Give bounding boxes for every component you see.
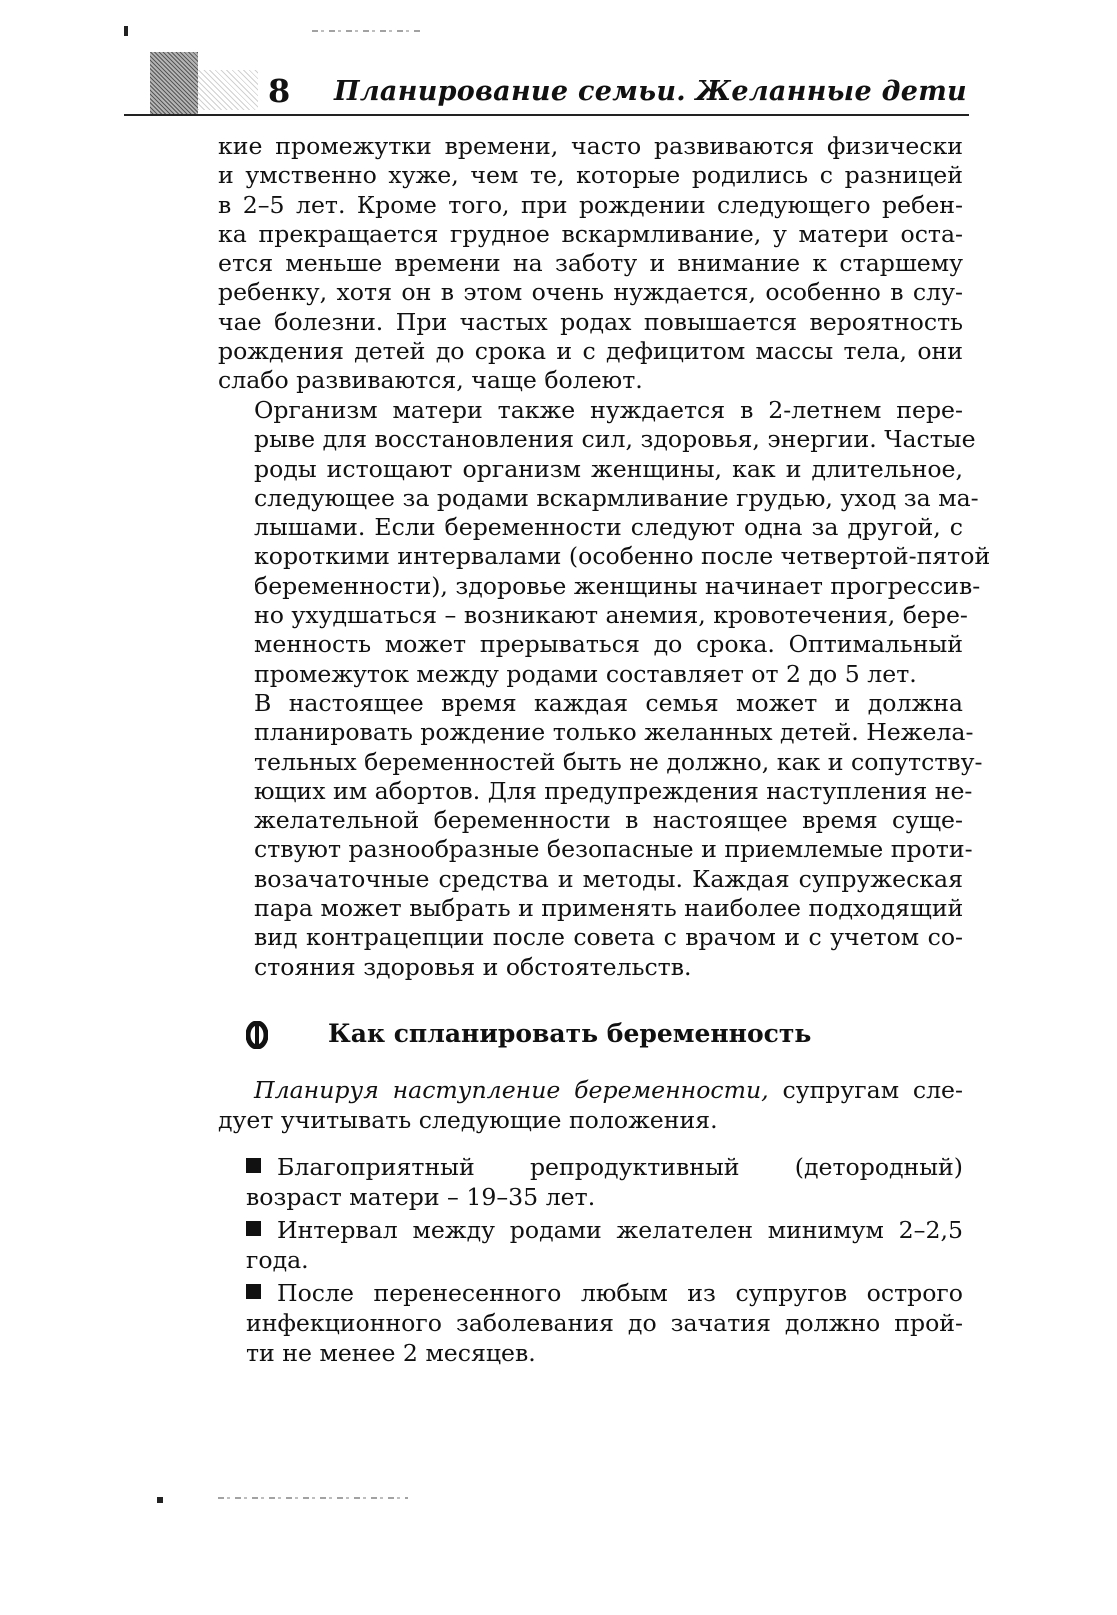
text-line: но ухудшаться – возникают анемия, кровотечения, бере- bbox=[254, 601, 968, 630]
text-line: ющих им абортов. Для предупреждения наступления не- bbox=[254, 776, 973, 805]
bullet-line bbox=[246, 1245, 963, 1275]
text-line: ка прекращается грудное вскармливание, у матери оста- bbox=[218, 219, 963, 248]
bullet-text: После перенесенного любым из супругов острого bbox=[277, 1279, 963, 1307]
text-line: пара может выбрать и применять наиболее подходящий bbox=[254, 894, 964, 923]
paragraph bbox=[218, 132, 963, 396]
scan-speck bbox=[124, 26, 128, 36]
text-line: планировать рождение только желанных детей. Нежела- bbox=[254, 718, 974, 747]
lead-line-2: дует учитывать следующие положения. bbox=[218, 1106, 718, 1134]
text-line: короткими интервалами (особенно после четвертой-пятой bbox=[254, 542, 991, 571]
text-line: стояния здоровья и обстоятельств. bbox=[254, 952, 692, 981]
bullet-line bbox=[246, 1278, 963, 1308]
paragraph bbox=[218, 396, 991, 689]
bullet-text: года. bbox=[246, 1246, 309, 1274]
bullet-line bbox=[246, 1182, 963, 1212]
text-line: чае болезни. При частых родах повышается вероятность bbox=[218, 307, 963, 336]
bullet-text: ти не менее 2 месяцев. bbox=[246, 1339, 536, 1367]
bullet-text: Интервал между родами желателен минимум 2–2,5 bbox=[277, 1216, 963, 1244]
text-line: менность может прерываться до срока. Оптимальный bbox=[254, 630, 963, 659]
bullet-line bbox=[246, 1338, 963, 1368]
lead-rest: супругам сле- bbox=[768, 1076, 963, 1104]
lead-paragraph bbox=[218, 1075, 963, 1135]
text-line: и умственно хуже, чем те, которые родились с разницей bbox=[218, 161, 963, 190]
text-line: беременности), здоровье женщины начинает прогрессив- bbox=[254, 571, 981, 600]
header-corner-shade bbox=[198, 70, 258, 110]
text-line: ребенку, хотя он в этом очень нуждается, особенно в слу- bbox=[218, 278, 963, 307]
text-line: в 2–5 лет. Кроме того, при рождении следующего ребен- bbox=[218, 190, 963, 219]
bullet-line bbox=[246, 1152, 963, 1182]
paragraph bbox=[218, 689, 983, 982]
paragraph-3 bbox=[218, 689, 983, 982]
paragraph-2 bbox=[218, 396, 991, 689]
text-line: В настоящее время каждая семья может и должна bbox=[254, 689, 963, 717]
text-line: желательной беременности в настоящее время суще- bbox=[254, 806, 963, 835]
scan-noise bbox=[218, 1497, 408, 1499]
bullet-line bbox=[246, 1215, 963, 1245]
text-line: промежуток между родами составляет от 2 до 5 лет. bbox=[254, 659, 917, 688]
text-line: рождения детей до срока и с дефицитом массы тела, они bbox=[218, 337, 963, 366]
paragraph-1 bbox=[218, 132, 963, 396]
text-line: тельных беременностей быть не должно, как и сопутству- bbox=[254, 747, 983, 776]
text-line: лышами. Если беременности следуют одна за другой, с bbox=[254, 513, 963, 542]
bullet-text: Благоприятный репродуктивный (детородный) bbox=[277, 1153, 963, 1181]
lead-italic: Планируя наступление беременности, bbox=[254, 1076, 769, 1104]
text-line: ствуют разнообразные безопасные и приемлемые проти- bbox=[254, 835, 973, 864]
page-number: 8 bbox=[268, 72, 291, 110]
square-bullet-icon bbox=[246, 1158, 261, 1173]
bullet-list bbox=[246, 1152, 963, 1371]
text-line: следующее за родами вскармливание грудью, уход за ма- bbox=[254, 483, 979, 512]
bullet-item bbox=[246, 1278, 963, 1368]
header-rule bbox=[124, 114, 969, 116]
bullet-text: возраст матери – 19–35 лет. bbox=[246, 1183, 596, 1211]
header-corner-block bbox=[150, 52, 198, 116]
bullet-text: инфекционного заболевания до зачатия должно прой- bbox=[246, 1309, 963, 1337]
text-line: кие промежутки времени, часто развиваются физически bbox=[218, 132, 963, 160]
text-line: слабо развиваются, чаще болеют. bbox=[218, 366, 643, 395]
text-line: возачаточные средства и методы. Каждая супружеская bbox=[254, 864, 963, 893]
scan-noise bbox=[312, 30, 422, 32]
bullet-item bbox=[246, 1152, 963, 1212]
section-mark-icon bbox=[246, 1021, 268, 1049]
scan-speck bbox=[157, 1497, 163, 1503]
running-title: Планирование семьи. Желанные дети bbox=[334, 76, 967, 107]
bullet-item bbox=[246, 1215, 963, 1275]
text-line: ется меньше времени на заботу и внимание к старшему bbox=[218, 249, 963, 278]
text-line: рыве для восстановления сил, здоровья, энергии. Частые bbox=[254, 425, 976, 454]
bullet-line bbox=[246, 1308, 963, 1338]
text-line: вид контрацепции после совета с врачом и с учетом со- bbox=[254, 923, 963, 952]
square-bullet-icon bbox=[246, 1284, 261, 1299]
text-line: Организм матери также нуждается в 2-летнем пере- bbox=[254, 396, 963, 424]
square-bullet-icon bbox=[246, 1221, 261, 1236]
section-title: Как спланировать беременность bbox=[328, 1019, 812, 1048]
text-line: роды истощают организм женщины, как и длительное, bbox=[254, 454, 963, 483]
lead-line-1 bbox=[218, 1075, 963, 1105]
